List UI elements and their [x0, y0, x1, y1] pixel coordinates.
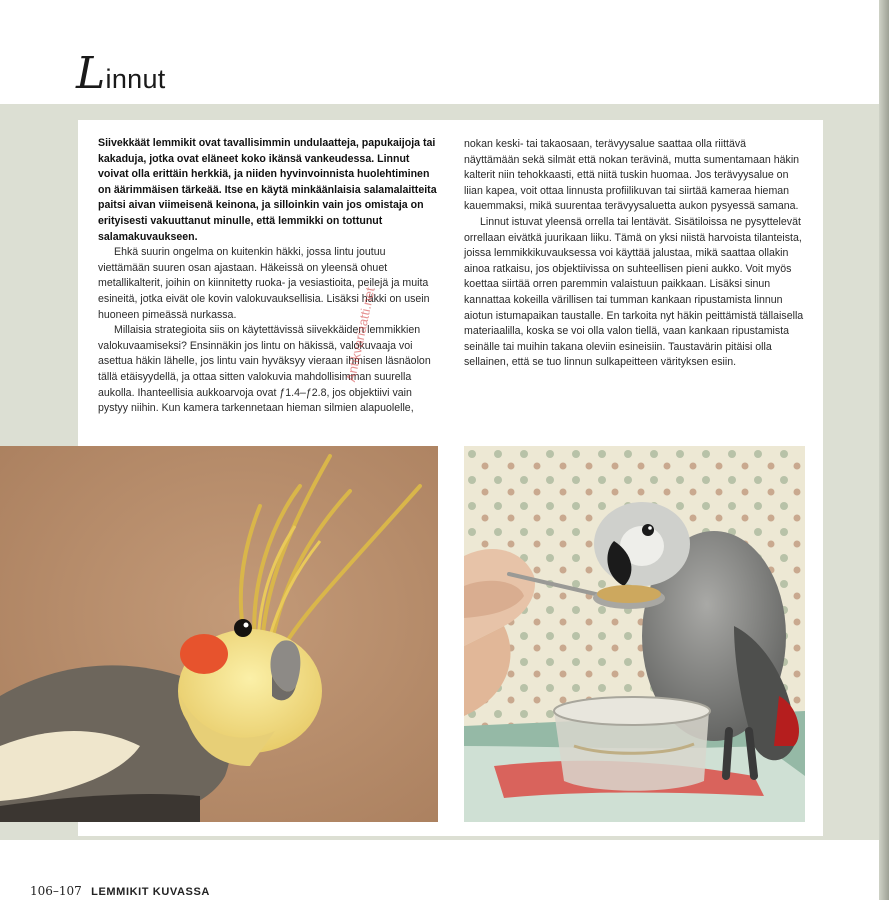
title-initial: L [76, 48, 106, 99]
section-title: LEMMIKIT KUVASSA [91, 886, 210, 898]
cockatiel-illustration [0, 446, 438, 822]
parrot-illustration [464, 446, 805, 822]
title-rest: innut [105, 64, 166, 94]
right-column [464, 137, 804, 371]
paragraph: Linnut istuvat yleensä orrella tai lentävät. Sisätiloissa ne pysyttelevät orrellaan eivätkä juurikaan liiku. Tämä on yksi niistä harvoista tilanteista, joissa lemmikkikuvauksessa voi käyttää jalustaa, mikä saattaa ollakin ainoa ratkaisu, jos objektiivissa on suhteellisen pieni aukko. Voit myös koettaa siirtää orren paremmin valaistuun paikkaan. Lisäksi sinun kannattaa kokeilla värillisen tai tumman kankaan ripustamista linnun aiotun istumapaikan taustalle. En tarkoita nyt häkin peittämistä tällaisella materiaalilla, koska se voi olla valon tiellä, vaan kankaan ripustamista seinälle tai muihin takana oleviin esineisiin. Taustavärin pitäisi olla sellainen, että se tuo linnun sulkapeitteen värityksen esiin. [464, 215, 804, 369]
cockatiel-photo [0, 446, 438, 822]
paragraph: Millaisia strategioita siis on käytettävissä siivekkäiden lemmikkien valokuvaamiseksi? Ensinnäkin jos lintu on häkissä, valokuvaaja voi asettua häkin lähelle, jos lintu vain hyväksyy vieraan ihmisen läsnäolon tällä etäisyydellä, ja ottaa sitten valokuvia mahdollisimman suurella aukolla. Ihanteellisia aukkoarvoja ovat ƒ1.4–ƒ2.8, jos objektiivi vain pystyy niihin. Kun kamera tarkennetaan hieman silmien alapuolelle, [98, 324, 431, 415]
lead-paragraph: Siivekkäät lemmikit ovat tavallisimmin undulaatteja, papukaijoja tai kakaduja, jotka ovat eläneet koko ikänsä vankeudessa. Linnut voivat olla erittäin herkkiä, ja niiden hyvinvoinnista huolehtiminen on äärimmäisen tärkeää. Itse en käytä minkäänlaisia salamalaitteita paitsi aivan viimeisenä keinona, ja silloinkin vain jos omistaja on erityisesti vakuuttanut minulle, että lemmikki on tottunut salamakuvaukseen. [98, 137, 437, 243]
page-numbers: 106–107 [30, 884, 82, 898]
african-grey-parrot-photo [464, 446, 805, 822]
page-title [76, 48, 166, 99]
paragraph: nokan keski- tai takaosaan, terävyysalue saattaa olla riittävä näyttämään sekä silmät että nokan terävinä, mutta sumentamaan häkin kalterit niin tehokkaasti, että niitä tuskin huomaa. Jos terävyysalue on liian kapea, voit ottaa linnusta profiilikuvan tai siirtää kameraa hieman kauemmaksi, mikä suurentaa terävyysaluetta aukon pysyessä samana. [464, 138, 800, 213]
watermark: Antikvariaatti.net [343, 285, 378, 384]
page-edge [879, 0, 889, 900]
paragraph: Ehkä suurin ongelma on kuitenkin häkki, jossa lintu joutuu viettämään suuren osan ajastaan. Häkeissä on yleensä ohuet metallikalterit, joihin on kiinnitetty ruoka- ja vesiastioita, peilejä ja muita esineitä, jotka eivät ole kovin valokuvauksellisia. Lisäksi häkki on usein huoneen pimeässä nurkassa. [98, 246, 430, 321]
left-column [98, 136, 438, 417]
page-footer [30, 884, 210, 898]
